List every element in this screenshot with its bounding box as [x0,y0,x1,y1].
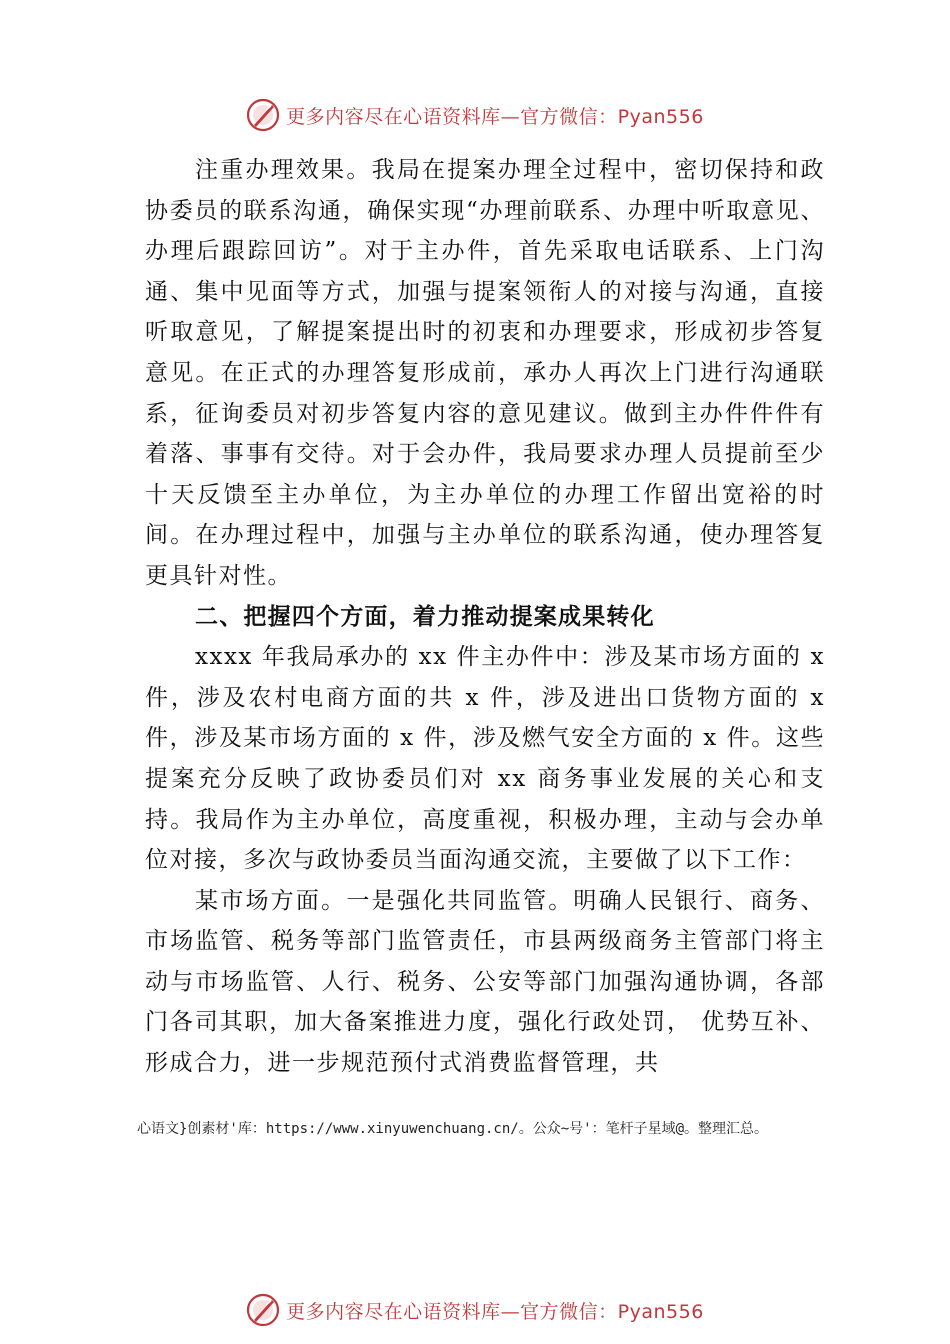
document-body [145,150,825,1084]
paragraph-market-aspect: 某市场方面。一是强化共同监管。明确人民银行、商务、市场监管、税务等部门监管责任，市县两级商务主管部门将主动与市场监管、人行、税务、公安等部门加强沟通协调，各部门各司其职，加大备案推进力度，强化行政处罚， 优势互补、形成合力，进一步规范预付式消费监督管理，共 [145,887,825,1077]
section-heading: 二、把握四个方面，着力推动提案成果转化 [195,603,655,630]
banner-text-main: 更多内容尽在心语资料库—官方微信： [286,1300,618,1323]
footnote-source: 心语文}创素材'库：https://www.xinyuwenchuang.cn/。公众~号'：笔杆子星域@。整理汇总。 [137,1121,769,1137]
footer-banner [0,1290,950,1330]
quill-seal-icon [246,98,280,132]
paragraph-proposals-summary: xxxx 年我局承办的 xx 件主办件中：涉及某市场方面的 x 件，涉及农村电商方面的共 x 件，涉及进出口货物方面的 x 件，涉及某市场方面的 x 件，涉及燃气安全方面的 x 件。这些提案充分反映了政协委员们对 xx 商务事业发展的关心和支持。我局作为主办单位，高度重视，积极办理，主动与会办单位对接，多次与政协委员当面沟通交流，主要做了以下工作： [145,644,825,874]
header-banner [0,95,950,135]
banner-text [286,102,704,129]
banner-text [286,1297,704,1324]
paragraph-handling-effect: 注重办理效果。我局在提案办理全过程中，密切保持和政协委员的联系沟通，确保实现“办理前联系、办理中听取意见、办理后跟踪回访”。对于主办件，首先采取电话联系、上门沟通、集中见面等方式，加强与提案领衔人的对接与沟通，直接听取意见，了解提案提出时的初衷和办理要求，形成初步答复意见。在正式的办理答复形成前，承办人再次上门进行沟通联系，征询委员对初步答复内容的意见建议。做到主办件件件有着落、事事有交待。对于会办件，我局要求办理人员提前至少十天反馈至主办单位，为主办单位的办理工作留出宽裕的时间。在办理过程中，加强与主办单位的联系沟通，使办理答复更具针对性。 [145,157,825,589]
banner-text-main: 更多内容尽在心语资料库—官方微信： [286,105,618,128]
banner-wechat-id: Pyan556 [617,1300,704,1323]
quill-seal-icon [246,1293,280,1327]
banner-wechat-id: Pyan556 [617,105,704,128]
